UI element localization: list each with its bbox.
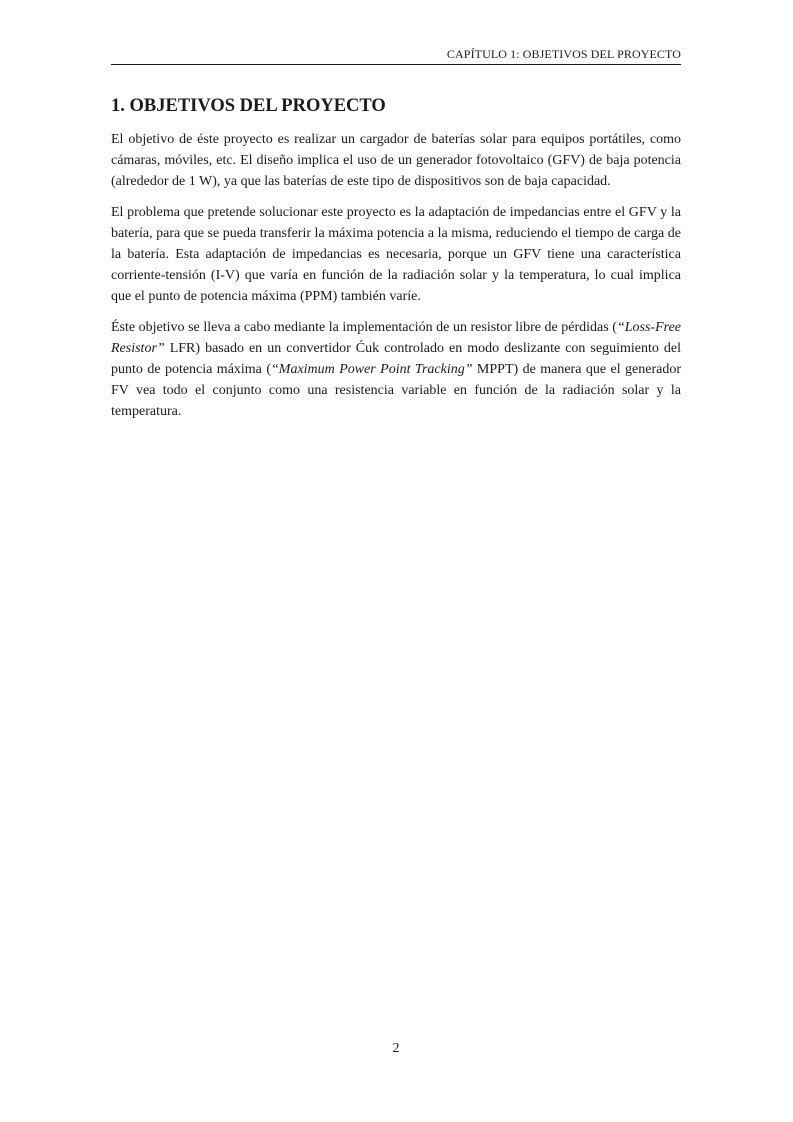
body-text — [111, 129, 681, 432]
paragraph-3-text-a: Éste objetivo se lleva a cabo mediante la implementación de un resistor libre de pérdidas ( — [111, 320, 617, 335]
chapter-heading: 1. OBJETIVOS DEL PROYECTO — [111, 96, 386, 116]
paragraph-3-text-b: LFR) basado en un convertidor Ćuk controlado en modo deslizante con seguimiento del punto de potencia máxima ( — [111, 341, 681, 377]
paragraph-3 — [111, 317, 681, 422]
loss-free-resistor-term: “Loss-Free Resistor” — [111, 320, 681, 356]
mppt-term: “Maximum Power Point Tracking” — [271, 362, 473, 377]
running-header: CAPÍTULO 1: OBJETIVOS DEL PROYECTO — [446, 47, 681, 61]
paragraph-3-text-c: MPPT) de manera que el generador FV vea todo el conjunto como una resistencia variable en función de la radiación solar y la temperatura. — [111, 362, 681, 419]
page-number: 2 — [392, 1041, 400, 1056]
paragraph-2: El problema que pretende solucionar este proyecto es la adaptación de impedancias entre el GFV y la batería, para que se pueda transferir la máxima potencia a la misma, reduciendo el tiempo de carga de la batería. Esta adaptación de impedancias es necesaria, porque un GFV tiene una característica corriente-tensión (I-V) que varía en función de la radiación solar y la temperatura, lo cual implica que el punto de potencia máxima (PPM) también varíe. — [111, 205, 681, 304]
header-rule — [111, 64, 681, 65]
paragraph-1: El objetivo de éste proyecto es realizar un cargador de baterías solar para equipos portátiles, como cámaras, móviles, etc. El diseño implica el uso de un generador fotovoltaico (GFV) de baja potencia (alrededor de 1 W), ya que las baterías de este tipo de dispositivos son de baja capacidad. — [111, 132, 681, 189]
